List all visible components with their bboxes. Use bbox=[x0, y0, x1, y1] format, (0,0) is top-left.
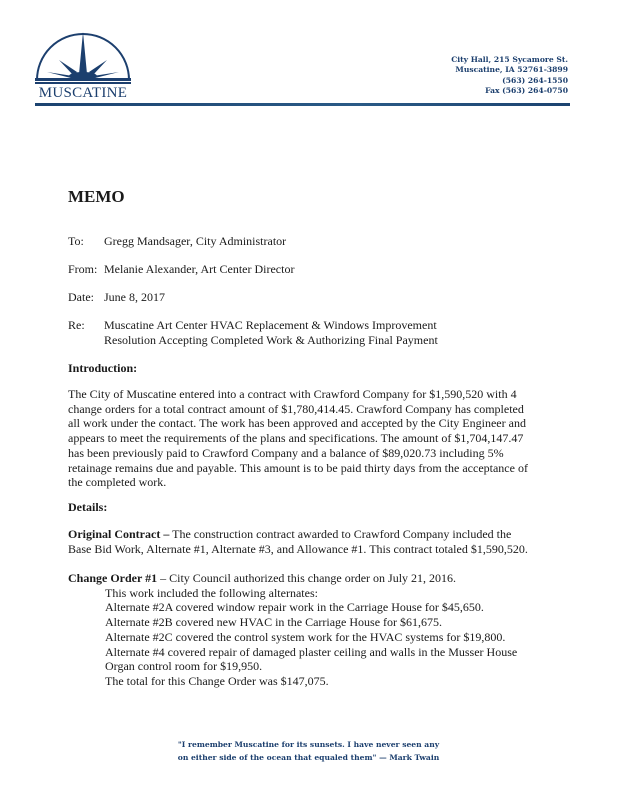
introduction-paragraph bbox=[68, 387, 568, 490]
text-line: The City of Muscatine entered into a contract with Crawford Company for $1,590,520 with 4 bbox=[68, 387, 517, 401]
text-line: Alternate #2B covered new HVAC in the Carriage House for $61,675. bbox=[105, 615, 443, 630]
phone-line: (563) 264-1550 bbox=[502, 75, 568, 85]
change-order-1-paragraph bbox=[68, 571, 568, 689]
text-line: has been previously paid to Crawford Company and a balance of $89,020.73 including 5% bbox=[68, 445, 504, 460]
introduction-heading: Introduction: bbox=[68, 361, 138, 375]
city-hall-address bbox=[451, 55, 568, 96]
memo-to-row bbox=[68, 234, 287, 249]
date-value: June 8, 2017 bbox=[104, 290, 165, 304]
memo-title: MEMO bbox=[68, 187, 125, 206]
text-line: Organ control room for $19,950. bbox=[105, 659, 263, 674]
original-contract-paragraph bbox=[68, 527, 568, 556]
memo-from-row bbox=[68, 262, 295, 277]
fax-line: Fax (563) 264-0750 bbox=[485, 85, 568, 95]
address-line: City Hall, 215 Sycamore St. bbox=[451, 55, 568, 64]
text-line bbox=[68, 571, 568, 586]
text-line: the completed work. bbox=[68, 475, 167, 490]
original-contract-text: The construction contract awarded to Crawford Company included the bbox=[169, 527, 512, 541]
logo-wordmark: MUSCATINE bbox=[38, 85, 128, 101]
footer-quote bbox=[0, 738, 617, 764]
text-line: appears to meet the requirements of the plans and specifications. The amount of $1,704,147.47 bbox=[68, 431, 524, 446]
quote-line: on either side of the ocean that equaled them" — Mark Twain bbox=[177, 753, 440, 762]
header-rule bbox=[35, 103, 570, 106]
date-label: Date: bbox=[68, 290, 94, 304]
text-line: Alternate #2C covered the control system work for the HVAC systems for $19,800. bbox=[105, 629, 506, 644]
text-line bbox=[68, 527, 568, 542]
to-label: To: bbox=[68, 234, 84, 248]
address-line: Muscatine, IA 52761-3899 bbox=[455, 65, 568, 75]
change-order-1-text: – City Council authorized this change order on July 21, 2016. bbox=[157, 571, 457, 585]
from-value: Melanie Alexander, Art Center Director bbox=[104, 262, 295, 276]
re-line: Muscatine Art Center HVAC Replacement & Windows Improvement bbox=[104, 318, 437, 332]
details-heading: Details: bbox=[68, 500, 108, 514]
quote-line: "I remember Muscatine for its sunsets. I have never seen any bbox=[177, 740, 440, 749]
text-line: This work included the following alternates: bbox=[105, 585, 318, 600]
text-line: Alternate #4 covered repair of damaged plaster ceiling and walls in the Musser House bbox=[105, 644, 518, 659]
memo-re-row bbox=[68, 318, 438, 347]
to-value: Gregg Mandsager, City Administrator bbox=[104, 234, 287, 248]
from-label: From: bbox=[68, 262, 98, 276]
re-value bbox=[104, 318, 438, 348]
text-line: all work under the contact. The work has been approved and accepted by the City Engineer and bbox=[68, 416, 526, 431]
sunrise-logo-icon bbox=[33, 30, 133, 86]
city-logo bbox=[33, 30, 133, 102]
text-line: change orders for a total contract amount of $1,780,414.45. Crawford Company has completed bbox=[68, 401, 524, 416]
re-line: Resolution Accepting Completed Work & Authorizing Final Payment bbox=[104, 333, 438, 347]
text-line: The total for this Change Order was $147,075. bbox=[105, 673, 329, 688]
change-order-1-label: Change Order #1 bbox=[68, 571, 158, 585]
original-contract-label: Original Contract – bbox=[68, 527, 170, 541]
text-line: Base Bid Work, Alternate #1, Alternate #3, and Allowance #1. This contract totaled $1,590,520. bbox=[68, 541, 528, 556]
memo-date-row bbox=[68, 290, 165, 305]
text-line: Alternate #2A covered window repair work in the Carriage House for $45,650. bbox=[105, 600, 484, 615]
re-label: Re: bbox=[68, 318, 85, 332]
text-line: retainage remains due and payable. This amount is to be paid thirty days from the acceptance of bbox=[68, 460, 528, 475]
